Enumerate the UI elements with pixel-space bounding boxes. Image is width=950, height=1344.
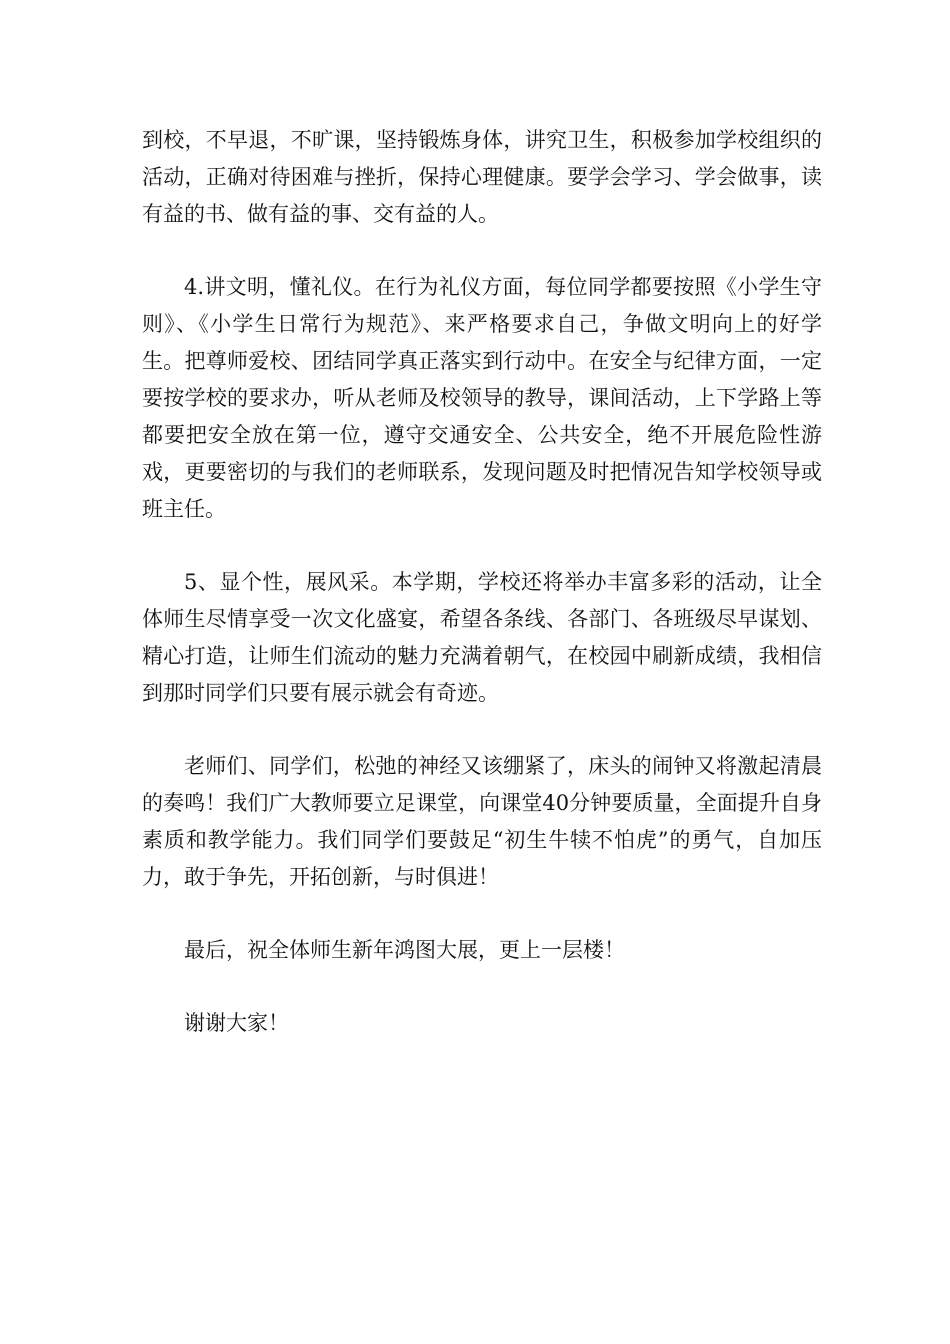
paragraph-etiquette: 4.讲文明，懂礼仪。在行为礼仪方面，每位同学都要按照《小学生守则》、《小学生日常行为规范》、来严格要求自己，争做文明向上的好学生。把尊师爱校、团结同学真正落实到行动中。在安全与纪律方面，一定要按学校的要求办，听从老师及校领导的教导，课间活动，上下学路上等都要把安全放在第一位，遵守交通安全、公共安全，绝不开展危险性游戏，更要密切的与我们的老师联系，发现问题及时把情况告知学校领导或班主任。 [142,275,822,521]
paragraph-wishes: 最后，祝全体师生新年鸿图大展，更上一层楼！ [184,938,625,962]
paragraph-spacer [142,712,822,748]
paragraph-personality: 5、显个性，展风采。本学期，学校还将举办丰富多彩的活动，让全体师生尽情享受一次文化盛宴，希望各条线、各部门、各班级尽早谋划、精心打造，让师生们流动的魅力充满着朝气，在校园中刷新成绩，我相信到那时同学们只要有展示就会有奇迹。 [142,570,822,705]
paragraph-spacer [142,528,822,564]
paragraph-continuation: 到校，不早退，不旷课，坚持锻炼身体，讲究卫生，积极参加学校组织的活动，正确对待困难与挫折，保持心理健康。要学会学习、学会做事，读有益的书、做有益的事、交有益的人。 [142,128,822,226]
paragraph-thanks: 谢谢大家！ [184,1011,289,1035]
paragraph-spacer [142,969,822,1005]
paragraph-encouragement: 老师们、同学们，松弛的神经又该绷紧了，床头的闹钟又将激起清晨的奏鸣！我们广大教师要立足课堂，向课堂40分钟要质量，全面提升自身素质和教学能力。我们同学们要鼓足“初生牛犊不怕虎”的勇气，自加压力，敢于争先，开拓创新，与时俱进！ [142,754,822,889]
paragraph-spacer [142,896,822,932]
paragraph-spacer [142,233,822,269]
document-body [142,122,822,1042]
